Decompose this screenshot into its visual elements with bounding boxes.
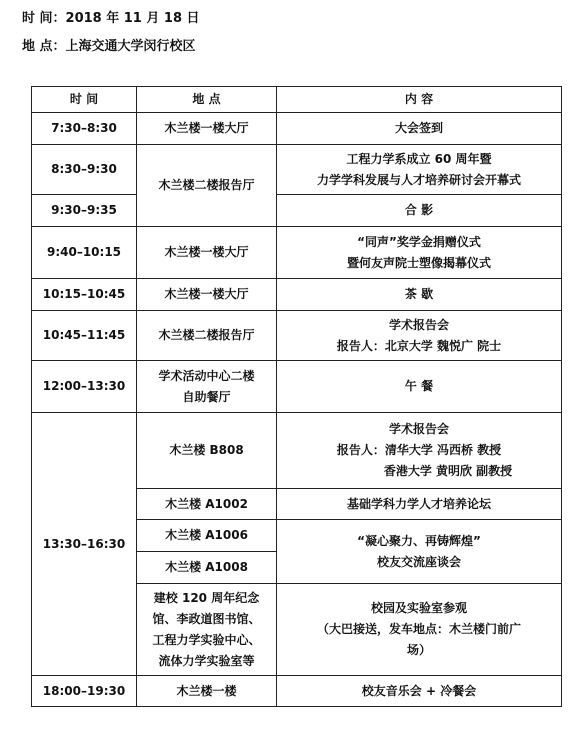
content-cell	[277, 145, 562, 195]
place-cell	[137, 279, 277, 311]
schedule-table	[31, 86, 562, 707]
header-place: 地 点	[137, 87, 277, 113]
place-cell	[137, 361, 277, 413]
time-label: 时 间：	[22, 11, 66, 26]
place-line: 木兰楼二楼报告厅	[158, 178, 255, 192]
content-cell	[277, 279, 562, 311]
content-line: 学术报告会	[388, 422, 449, 436]
content-line: “同声”奖学金捐赠仪式	[357, 234, 481, 249]
content-cell	[277, 195, 562, 227]
place-cell	[137, 489, 277, 520]
place-cell	[137, 520, 277, 552]
content-line: 力学学科发展与人才培养研讨会开幕式	[316, 172, 521, 187]
content-line: “凝心聚力、再铸辉煌”	[357, 533, 481, 548]
place-label: 地 点：	[22, 39, 66, 54]
time-cell: 12:00–13:30	[32, 361, 137, 413]
table-row	[32, 279, 562, 311]
place-cell	[137, 113, 277, 145]
content-cell	[277, 676, 562, 707]
place-line: 木兰楼 B808	[169, 443, 244, 457]
place-line: 木兰楼一楼大厅	[164, 245, 249, 259]
content-cell	[277, 113, 562, 145]
time-cell: 9:30–9:35	[32, 195, 137, 227]
time-cell: 18:00–19:30	[32, 676, 137, 707]
content-line: 场）	[406, 643, 431, 657]
place-cell	[137, 311, 277, 361]
event-time	[22, 7, 200, 26]
content-line: 香港大学 黄明欣 副教授	[383, 464, 513, 478]
time-cell: 8:30–9:30	[32, 145, 137, 195]
place-cell	[137, 676, 277, 707]
time-cell: 13:30–16:30	[32, 413, 137, 676]
time-value: 2018 年 11 月 18 日	[65, 11, 200, 26]
place-line: 木兰楼一楼大厅	[164, 287, 249, 301]
content-cell	[277, 489, 562, 520]
content-cell	[277, 520, 562, 584]
content-line: 午 餐	[404, 379, 434, 393]
table-row	[32, 311, 562, 361]
content-line: 报告人：清华大学 冯西桥 教授	[336, 443, 502, 457]
place-line: 自助餐厅	[182, 389, 231, 404]
content-line: 校友交流座谈会	[376, 554, 461, 569]
table-row	[32, 413, 562, 489]
time-cell: 7:30–8:30	[32, 113, 137, 145]
time-cell: 10:45–11:45	[32, 311, 137, 361]
place-line: 木兰楼一楼	[176, 683, 237, 698]
place-value: 上海交通大学闵行校区	[65, 39, 196, 54]
content-line: 基础学科力学人才培养论坛	[346, 496, 491, 511]
content-line: 工程力学系成立 60 周年暨	[346, 151, 492, 166]
place-cell	[137, 552, 277, 584]
time-cell: 10:15–10:45	[32, 279, 137, 311]
content-line: 校园及实验室参观	[370, 601, 467, 615]
content-cell	[277, 413, 562, 489]
content-cell	[277, 361, 562, 413]
place-cell	[137, 584, 277, 676]
place-cell	[137, 145, 277, 227]
header-time: 时 间	[32, 87, 137, 113]
content-line: （大巴接送，发车地点：木兰楼门前广	[316, 622, 521, 636]
place-line: 馆、李政道图书馆、	[152, 611, 261, 626]
content-cell	[277, 227, 562, 279]
content-line: 学术报告会	[388, 317, 449, 332]
place-line: 流体力学实验室等	[158, 653, 255, 668]
content-line: 暨何友声院士塑像揭幕仪式	[346, 255, 491, 270]
table-row	[32, 195, 562, 227]
place-line: 木兰楼 A1006	[165, 528, 248, 542]
place-cell	[137, 227, 277, 279]
content-line: 报告人：北京大学 魏悦广 院士	[336, 338, 502, 353]
table-row	[32, 227, 562, 279]
header-content: 内 容	[277, 87, 562, 113]
content-line: 茶 歇	[404, 287, 434, 301]
place-line: 木兰楼 A1008	[165, 560, 248, 574]
table-row	[32, 676, 562, 707]
table-row	[32, 113, 562, 145]
table-row	[32, 145, 562, 195]
time-cell: 9:40–10:15	[32, 227, 137, 279]
place-line: 木兰楼二楼报告厅	[158, 328, 255, 342]
place-line: 建校 120 周年纪念	[153, 590, 260, 605]
table-header-row	[32, 87, 562, 113]
content-line: 大会签到	[394, 121, 443, 135]
place-line: 学术活动中心二楼	[158, 368, 255, 383]
content-line: 校友音乐会 + 冷餐会	[361, 683, 477, 698]
place-line: 木兰楼一楼大厅	[164, 121, 249, 135]
content-cell	[277, 311, 562, 361]
content-cell	[277, 584, 562, 676]
place-line: 工程力学实验中心、	[152, 632, 261, 647]
event-place	[22, 35, 196, 54]
table-row	[32, 361, 562, 413]
content-line: 合 影	[404, 203, 434, 217]
place-cell	[137, 413, 277, 489]
place-line: 木兰楼 A1002	[165, 496, 248, 511]
